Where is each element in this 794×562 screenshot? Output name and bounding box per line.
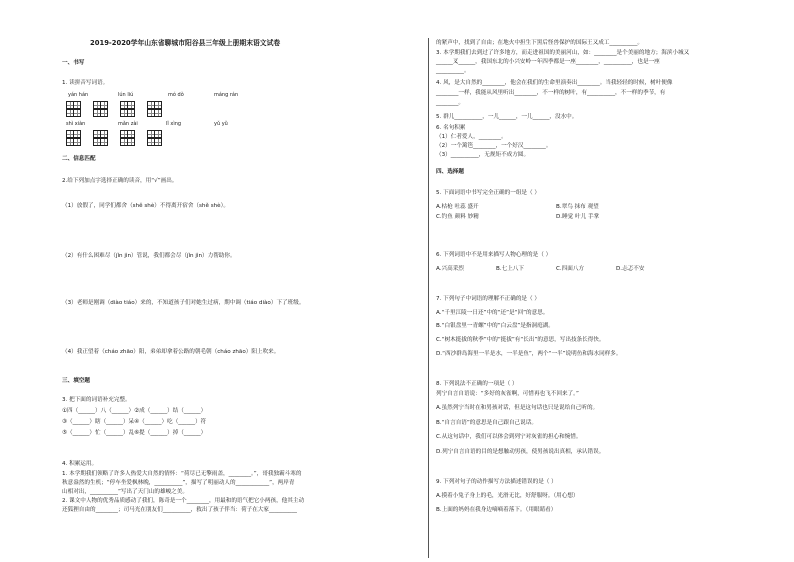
writing-cell[interactable] [73, 109, 81, 117]
writing-cell[interactable] [154, 130, 162, 138]
question-6-item-1: （1）仁者爱人，________。 [436, 134, 507, 140]
question-3-line-3: ⑤（______）忙（______）乱⑥提（______）掉（______） [62, 430, 207, 436]
pinyin-8: yǔ yǔ [214, 121, 228, 127]
question-4-line-1: 1. 本学期我们领略了许多人热爱大自然的情怀：“荷尽已无擎雨盖，________。”，哥我独霸斗寒的 [62, 471, 302, 477]
writing-cell[interactable] [73, 101, 81, 109]
question-4-prompt: 4. 积累运用。 [62, 461, 98, 467]
question-6-item-3: （3）__________，无规矩不成方圆。 [436, 152, 530, 158]
mc-8-option-b[interactable]: B.“自言自语”的意思是自己跟自己说话。 [436, 420, 537, 426]
mc-7-option-b[interactable]: B.“白银盘里一青螺”中的“白云盘”是指洞庭湖。 [436, 323, 554, 329]
left-column [62, 0, 422, 562]
mc-5-option-d[interactable]: D.睡觉 叶儿 手掌 [556, 214, 600, 220]
mc-5-option-a[interactable]: A.枯枪 吐蕊 盛开 [436, 204, 479, 210]
mc-6-option-c[interactable]: C.四面八方 [556, 266, 585, 272]
pinyin-1: yán hán [68, 92, 89, 98]
pinyin-7: lǐ xìng [166, 121, 182, 127]
writing-cell[interactable] [100, 138, 108, 146]
pinyin-6: mǎn zài [118, 121, 138, 127]
question-6-prompt: 6. 名句积累 [436, 125, 466, 131]
mc-6-option-a[interactable]: A.兴高采烈 [436, 266, 464, 272]
writing-cell[interactable] [127, 109, 135, 117]
section-1-heading: 一、书写 [62, 60, 85, 66]
mc-5-option-b[interactable]: B.翠鸟 抹布 观望 [556, 204, 599, 210]
continued-line-1: 的紧声中，找到了自由；在地火中担生下黑后怪兽保护的国际王又成工__________。 [436, 40, 643, 46]
mc-8-option-d[interactable]: D.列宁自言自语的目的是想触动男孩，使男孩说出真相，承认错误。 [436, 449, 605, 455]
writing-cell[interactable] [154, 109, 162, 117]
section-3-heading: 三、填空题 [62, 378, 90, 384]
wind-line-2: ________一样，我能从风里听出________，不一样的树叶，有__________，不一样的季节，有 [436, 90, 666, 96]
mc-7-option-c[interactable]: C.“树木挺拔的秋季”中的“挺拔”有“长出”的意思，写出技条长得快。 [436, 337, 605, 343]
continued-line-2: 3. 本学期我们去到过了许多地方，而走进祖国的美丽河山，如：________是个美丽的地方；海滨小城又 [436, 50, 690, 56]
wind-line-1: 4. 风，是大自然的________，他会在我们的生命里演奏出________。当我轻轻的时候，树叶便像 [436, 80, 673, 86]
continued-line-4: __________。 [436, 68, 470, 74]
writing-cell[interactable] [127, 138, 135, 146]
question-5: 5. 群儿__________，一儿______，一儿______，没水中。 [436, 114, 578, 120]
writing-cell[interactable] [100, 130, 108, 138]
mc-9-option-a[interactable]: A.摸着小兔子身上的毛，光滑无比，好舒服呀。（用心想） [436, 493, 579, 499]
question-2-prompt: 2.给下列加点字选择正确的读音，用“√”画出。 [62, 178, 178, 184]
right-column [436, 0, 786, 562]
mc-8-intro: 列宁自言自语说：“多好的灰雀啊，可惜再也飞不回来了。” [436, 391, 579, 397]
question-3-line-1: ①四（______）八（______）②成（______）结（______） [62, 408, 207, 414]
mc-6-prompt: 6. 下列词语中不是用来描写人物心理的是（ ） [436, 252, 552, 258]
mc-7-option-d[interactable]: D.“西沙群岛海里一半是水，一半是鱼”，两个“一半”说明鱼和海水同样多。 [436, 351, 622, 357]
pinyin-3: mó dǒ [168, 92, 184, 98]
mc-8-option-c[interactable]: C.从这句话中，我们可以体会到列宁对灰雀的担心和惋惜。 [436, 434, 582, 440]
pinyin-2: lún liú [118, 92, 134, 98]
mc-7-prompt: 7. 下列句子中词语的理解不正确的是（ ） [436, 296, 540, 302]
question-2-item-4: （4）我正望着（cháo zhāo）阳，弟弟却拿着公路的朝毛朝（cháo zhāo）阳上吹来。 [62, 349, 280, 355]
continued-line-3: ______叉______，我国东北的小兴安岭一年四季都是一座________，__________，也是一座 [436, 59, 660, 65]
question-4-line-3: 山相对出，__________”写出了天门山的雄峻之美。 [62, 489, 188, 495]
question-1-prompt: 1. 读拼音写词语。 [62, 80, 109, 86]
mc-6-option-b[interactable]: B.七上八下 [496, 266, 524, 272]
writing-cell[interactable] [73, 130, 81, 138]
writing-cell[interactable] [154, 101, 162, 109]
page-title: 2019-2020学年山东省聊城市阳谷县三年级上册期末语文试卷 [90, 39, 281, 47]
wind-line-3: ________。 [436, 100, 464, 106]
question-4-line-4: 2. 课文中人物的优秀品质感动了我们，陈奇是一个________，用最和的语气把它小两孩，他其主动 [62, 498, 305, 504]
writing-grid-row-2 [66, 130, 162, 138]
pinyin-4: máng rán [214, 92, 239, 98]
question-6-item-2: （2）一个篱笆________，一个好汉________。 [436, 143, 552, 149]
writing-cell[interactable] [154, 138, 162, 146]
question-4-line-5: 还狐狸自由的________；司马光在朋友们__________，救出了孩子伴当：荷子在大家__________ [62, 507, 297, 513]
writing-grid-row-1b [66, 109, 162, 117]
mc-5-option-c[interactable]: C.钓鱼 颜料 妙精 [436, 214, 479, 220]
writing-cell[interactable] [100, 109, 108, 117]
writing-cell[interactable] [73, 138, 81, 146]
question-3-prompt: 3. 把下面的词语补充完整。 [62, 397, 131, 403]
question-3-line-2: ③（______）瞎（______）呆④（______）吃（______）符 [62, 419, 207, 425]
writing-grid-row-1 [66, 101, 162, 109]
writing-cell[interactable] [127, 101, 135, 109]
pinyin-5: shì xiàn [66, 121, 86, 127]
mc-6-option-d[interactable]: D.忐忑不安 [616, 266, 645, 272]
writing-cell[interactable] [127, 130, 135, 138]
question-2-item-3: （3）老师是刚调（diào tiáo）来的，不知道孩子们对她生过病，期中调（tiáo diào）下了班级。 [62, 300, 305, 306]
question-2-item-2: （2）有什么困难尽（jǐn jìn）管说，我们都会尽（jǐn jìn）力帮助你。 [62, 253, 236, 259]
mc-7-option-a[interactable]: A.“千里江陵一日还”中的“还”是“回”的意思。 [436, 310, 549, 316]
section-2-heading: 二、信息匹配 [62, 156, 96, 162]
column-divider [428, 38, 429, 558]
section-4-heading: 四、选择题 [436, 169, 464, 175]
question-4-line-2: 秋意盎然的生机；“停车坐爱枫林晚，__________”，描写了明丽动人的____________”，两岸青 [62, 480, 295, 486]
mc-9-option-b[interactable]: B.上面的妈妈在我身边嘀嘀着落下。（用眼睛看） [436, 507, 557, 513]
mc-8-option-a[interactable]: A.虽然列宁当时在和男孩对话，但是这句话也只是说给自己听的。 [436, 405, 599, 411]
mc-8-prompt: 8. 下列说法不正确的一项是（ ） [436, 381, 518, 387]
writing-grid-row-2b [66, 138, 162, 146]
question-2-item-1: （1）放假了，同学们都舍（shě shè）不得离开宿舍（shě shè）。 [62, 203, 229, 209]
mc-5-prompt: 5. 下面词语中书写完全正确的一组是（ ） [436, 190, 540, 196]
writing-cell[interactable] [100, 101, 108, 109]
mc-9-prompt: 9. 下列对句子的动作描写方法描述错误的是（ ） [436, 479, 557, 485]
